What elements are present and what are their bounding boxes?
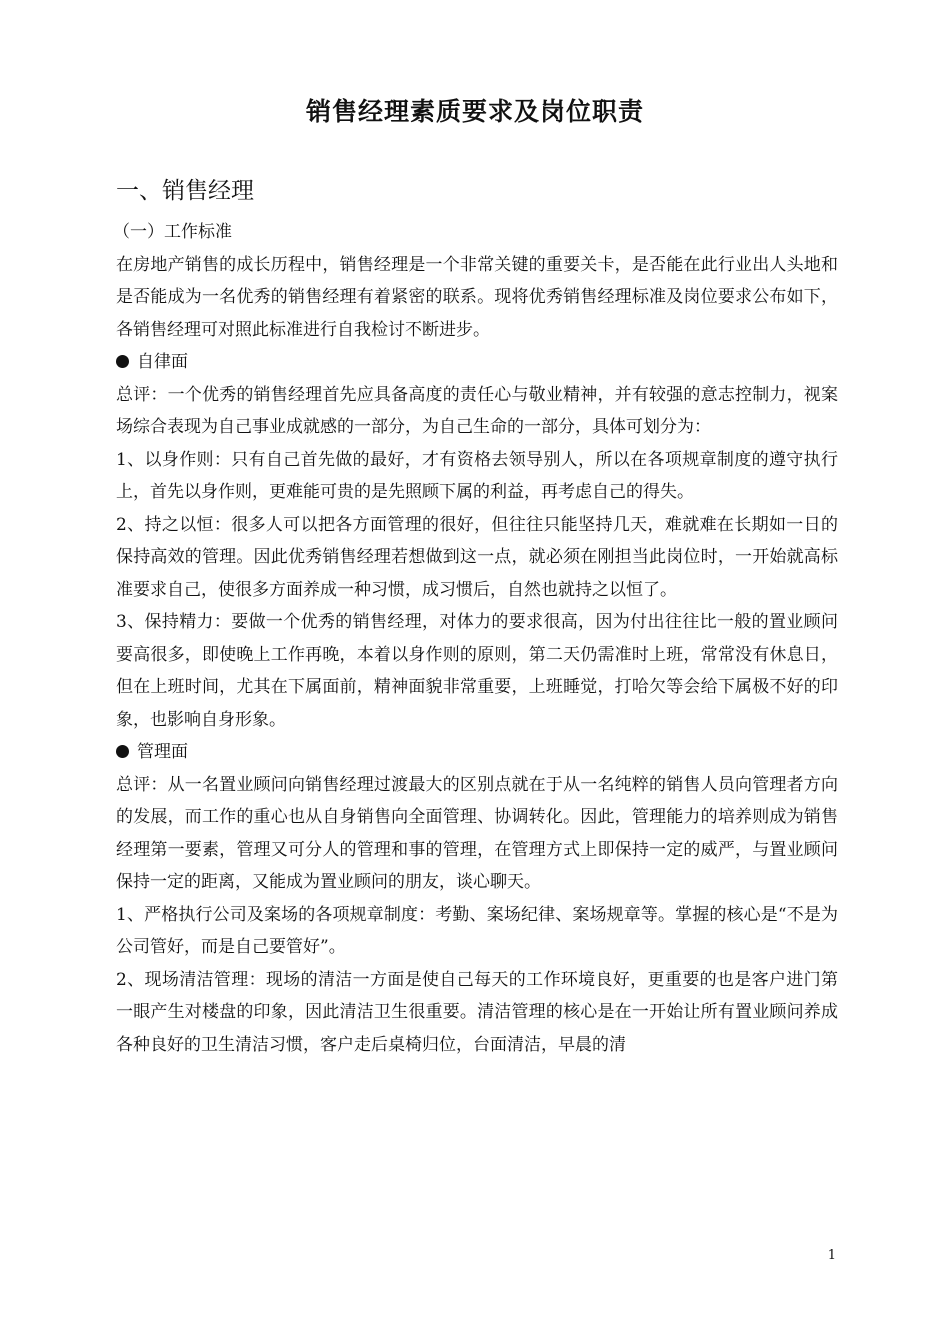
document-title: 销售经理素质要求及岗位职责 (305, 97, 644, 126)
bullet-icon (116, 355, 129, 368)
self-discipline-item-1: 1、以身作则：只有自己首先做的最好，才有资格去领导别人，所以在各项规章制度的遵守执行上，首先以身作则，更难能可贵的是先照顾下属的利益，再考虑自己的得失。 (116, 449, 838, 502)
section-heading: 一、销售经理 (116, 178, 254, 204)
management-heading (116, 736, 838, 769)
bullet-icon (116, 745, 129, 758)
management-heading-text: 管理面 (137, 742, 188, 762)
self-discipline-item-3: 3、保持精力：要做一个优秀的销售经理，对体力的要求很高，因为付出往往比一般的置业顾问要高很多，即使晚上工作再晚，本着以身作则的原则，第二天仍需准时上班，常常没有休息日，但在上班时间，尤其在下属面前，精神面貌非常重要，上班睡觉，打哈欠等会给下属极不好的印象，也影响自身形象。 (116, 612, 838, 730)
self-discipline-heading-text: 自律面 (137, 352, 188, 372)
self-discipline-heading (116, 346, 838, 379)
subsection-heading: （一）工作标准 (113, 222, 232, 242)
document-body (113, 216, 838, 1061)
page-number: 1 (827, 1248, 836, 1263)
management-item-1: 1、严格执行公司及案场的各项规章制度：考勤、案场纪律、案场规章等。掌握的核心是“不是为公司管好，而是自己要管好”。 (116, 904, 838, 957)
self-discipline-summary: 总评：一个优秀的销售经理首先应具备高度的责任心与敬业精神，并有较强的意志控制力，视案场综合表现为自己事业成就感的一部分，为自己生命的一部分，具体可划分为： (116, 384, 838, 437)
management-item-2: 2、现场清洁管理：现场的清洁一方面是使自己每天的工作环境良好，更重要的也是客户进门第一眼产生对楼盘的印象，因此清洁卫生很重要。清洁管理的核心是在一开始让所有置业顾问养成各种良好的卫生清洁习惯，客户走后桌椅归位，台面清洁，早晨的清 (116, 969, 838, 1055)
intro-paragraph: 在房地产销售的成长历程中，销售经理是一个非常关键的重要关卡，是否能在此行业出人头地和是否能成为一名优秀的销售经理有着紧密的联系。现将优秀销售经理标准及岗位要求公布如下，各销售经理可对照此标准进行自我检讨不断进步。 (116, 254, 838, 340)
self-discipline-item-2: 2、持之以恒：很多人可以把各方面管理的很好，但往往只能坚持几天，难就难在长期如一日的保持高效的管理。因此优秀销售经理若想做到这一点，就必须在刚担当此岗位时，一开始就高标准要求自己，使很多方面养成一种习惯，成习惯后，自然也就持之以恒了。 (116, 514, 838, 600)
management-summary: 总评：从一名置业顾问向销售经理过渡最大的区别点就在于从一名纯粹的销售人员向管理者方向的发展，而工作的重心也从自身销售向全面管理、协调转化。因此，管理能力的培养则成为销售经理第一要素，管理又可分人的管理和事的管理，在管理方式上即保持一定的威严，与置业顾问保持一定的距离，又能成为置业顾问的朋友，谈心聊天。 (116, 774, 838, 892)
